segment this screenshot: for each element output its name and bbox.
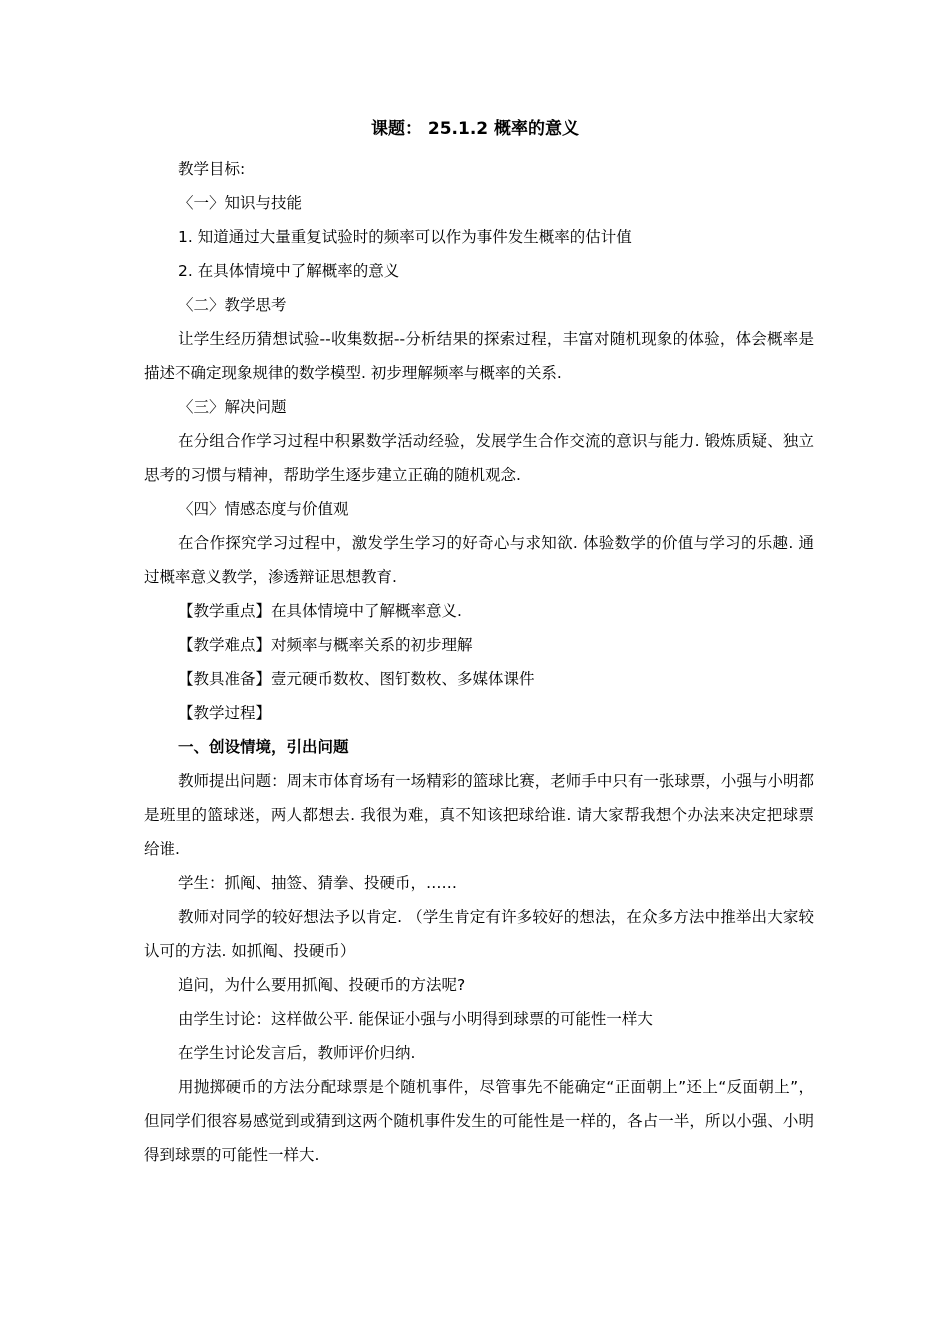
lesson-title: 课题： 25.1.2 概率的意义 xyxy=(370,119,580,139)
teaching-thinking-paragraph: 让学生经历猜想试验--收集数据--分析结果的探索过程，丰富对随机现象的体验，体会概率是描述不确定现象规律的数学模型. 初步理解频率与概率的关系. xyxy=(144,330,814,382)
teacher-summary-paragraph: 在学生讨论发言后，教师评价归纳. xyxy=(178,1044,416,1062)
goal-item-1: 1. 知道通过大量重复试验时的频率可以作为事件发生概率的估计值 xyxy=(178,228,632,246)
student-answer-paragraph: 学生：抓阄、抽签、猜拳、投硬币，…… xyxy=(178,874,458,892)
emotion-attitude-paragraph: 在合作探究学习过程中，激发学生学习的好奇心与求知欲. 体验数学的价值与学习的乐趣. 通过概率意义教学，渗透辩证思想教育. xyxy=(144,534,814,586)
student-discussion-paragraph: 由学生讨论：这样做公平. 能保证小强与小明得到球票的可能性一样大 xyxy=(178,1010,653,1028)
follow-up-question-paragraph: 追问，为什么要用抓阄、投硬币的方法呢? xyxy=(178,976,466,994)
part-one-heading: 一、创设情境，引出问题 xyxy=(178,738,349,756)
teaching-key-point: 【教学重点】在具体情境中了解概率意义. xyxy=(178,602,462,620)
teacher-question-paragraph: 教师提出问题：周末市体育场有一场精彩的篮球比赛，老师手中只有一张球票，小强与小明都是班里的篮球迷，两人都想去. 我很为难，真不知该把球给谁. 请大家帮我想个办法来决定把球票给谁. xyxy=(144,772,814,858)
teaching-goals-heading: 教学目标: xyxy=(178,160,246,178)
section-emotion-attitude: 〈四〉情感态度与价值观 xyxy=(178,500,349,518)
teacher-affirm-paragraph: 教师对同学的较好想法予以肯定. （学生肯定有许多较好的想法，在众多方法中推举出大家较认可的方法. 如抓阄、投硬币） xyxy=(144,908,814,960)
section-problem-solving: 〈三〉解决问题 xyxy=(178,398,287,416)
teaching-difficulty: 【教学难点】对频率与概率关系的初步理解 xyxy=(178,636,473,654)
goal-item-2: 2. 在具体情境中了解概率的意义 xyxy=(178,262,400,280)
document-body xyxy=(144,152,814,1172)
coin-toss-explanation-paragraph: 用抛掷硬币的方法分配球票是个随机事件，尽管事先不能确定“正面朝上”还上“反面朝上”，但同学们很容易感觉到或猜到这两个随机事件发生的可能性是一样的，各占一半，所以小强、小明得到球票的可能性一样大. xyxy=(144,1078,814,1164)
teaching-process-heading: 【教学过程】 xyxy=(178,704,272,722)
problem-solving-paragraph: 在分组合作学习过程中积累数学活动经验，发展学生合作交流的意识与能力. 锻炼质疑、独立思考的习惯与精神，帮助学生逐步建立正确的随机观念. xyxy=(144,432,814,484)
section-teaching-thinking: 〈二〉教学思考 xyxy=(178,296,287,314)
teaching-materials: 【教具准备】壹元硬币数枚、图钉数枚、多媒体课件 xyxy=(178,670,535,688)
section-knowledge-skills: 〈一〉知识与技能 xyxy=(178,194,303,212)
